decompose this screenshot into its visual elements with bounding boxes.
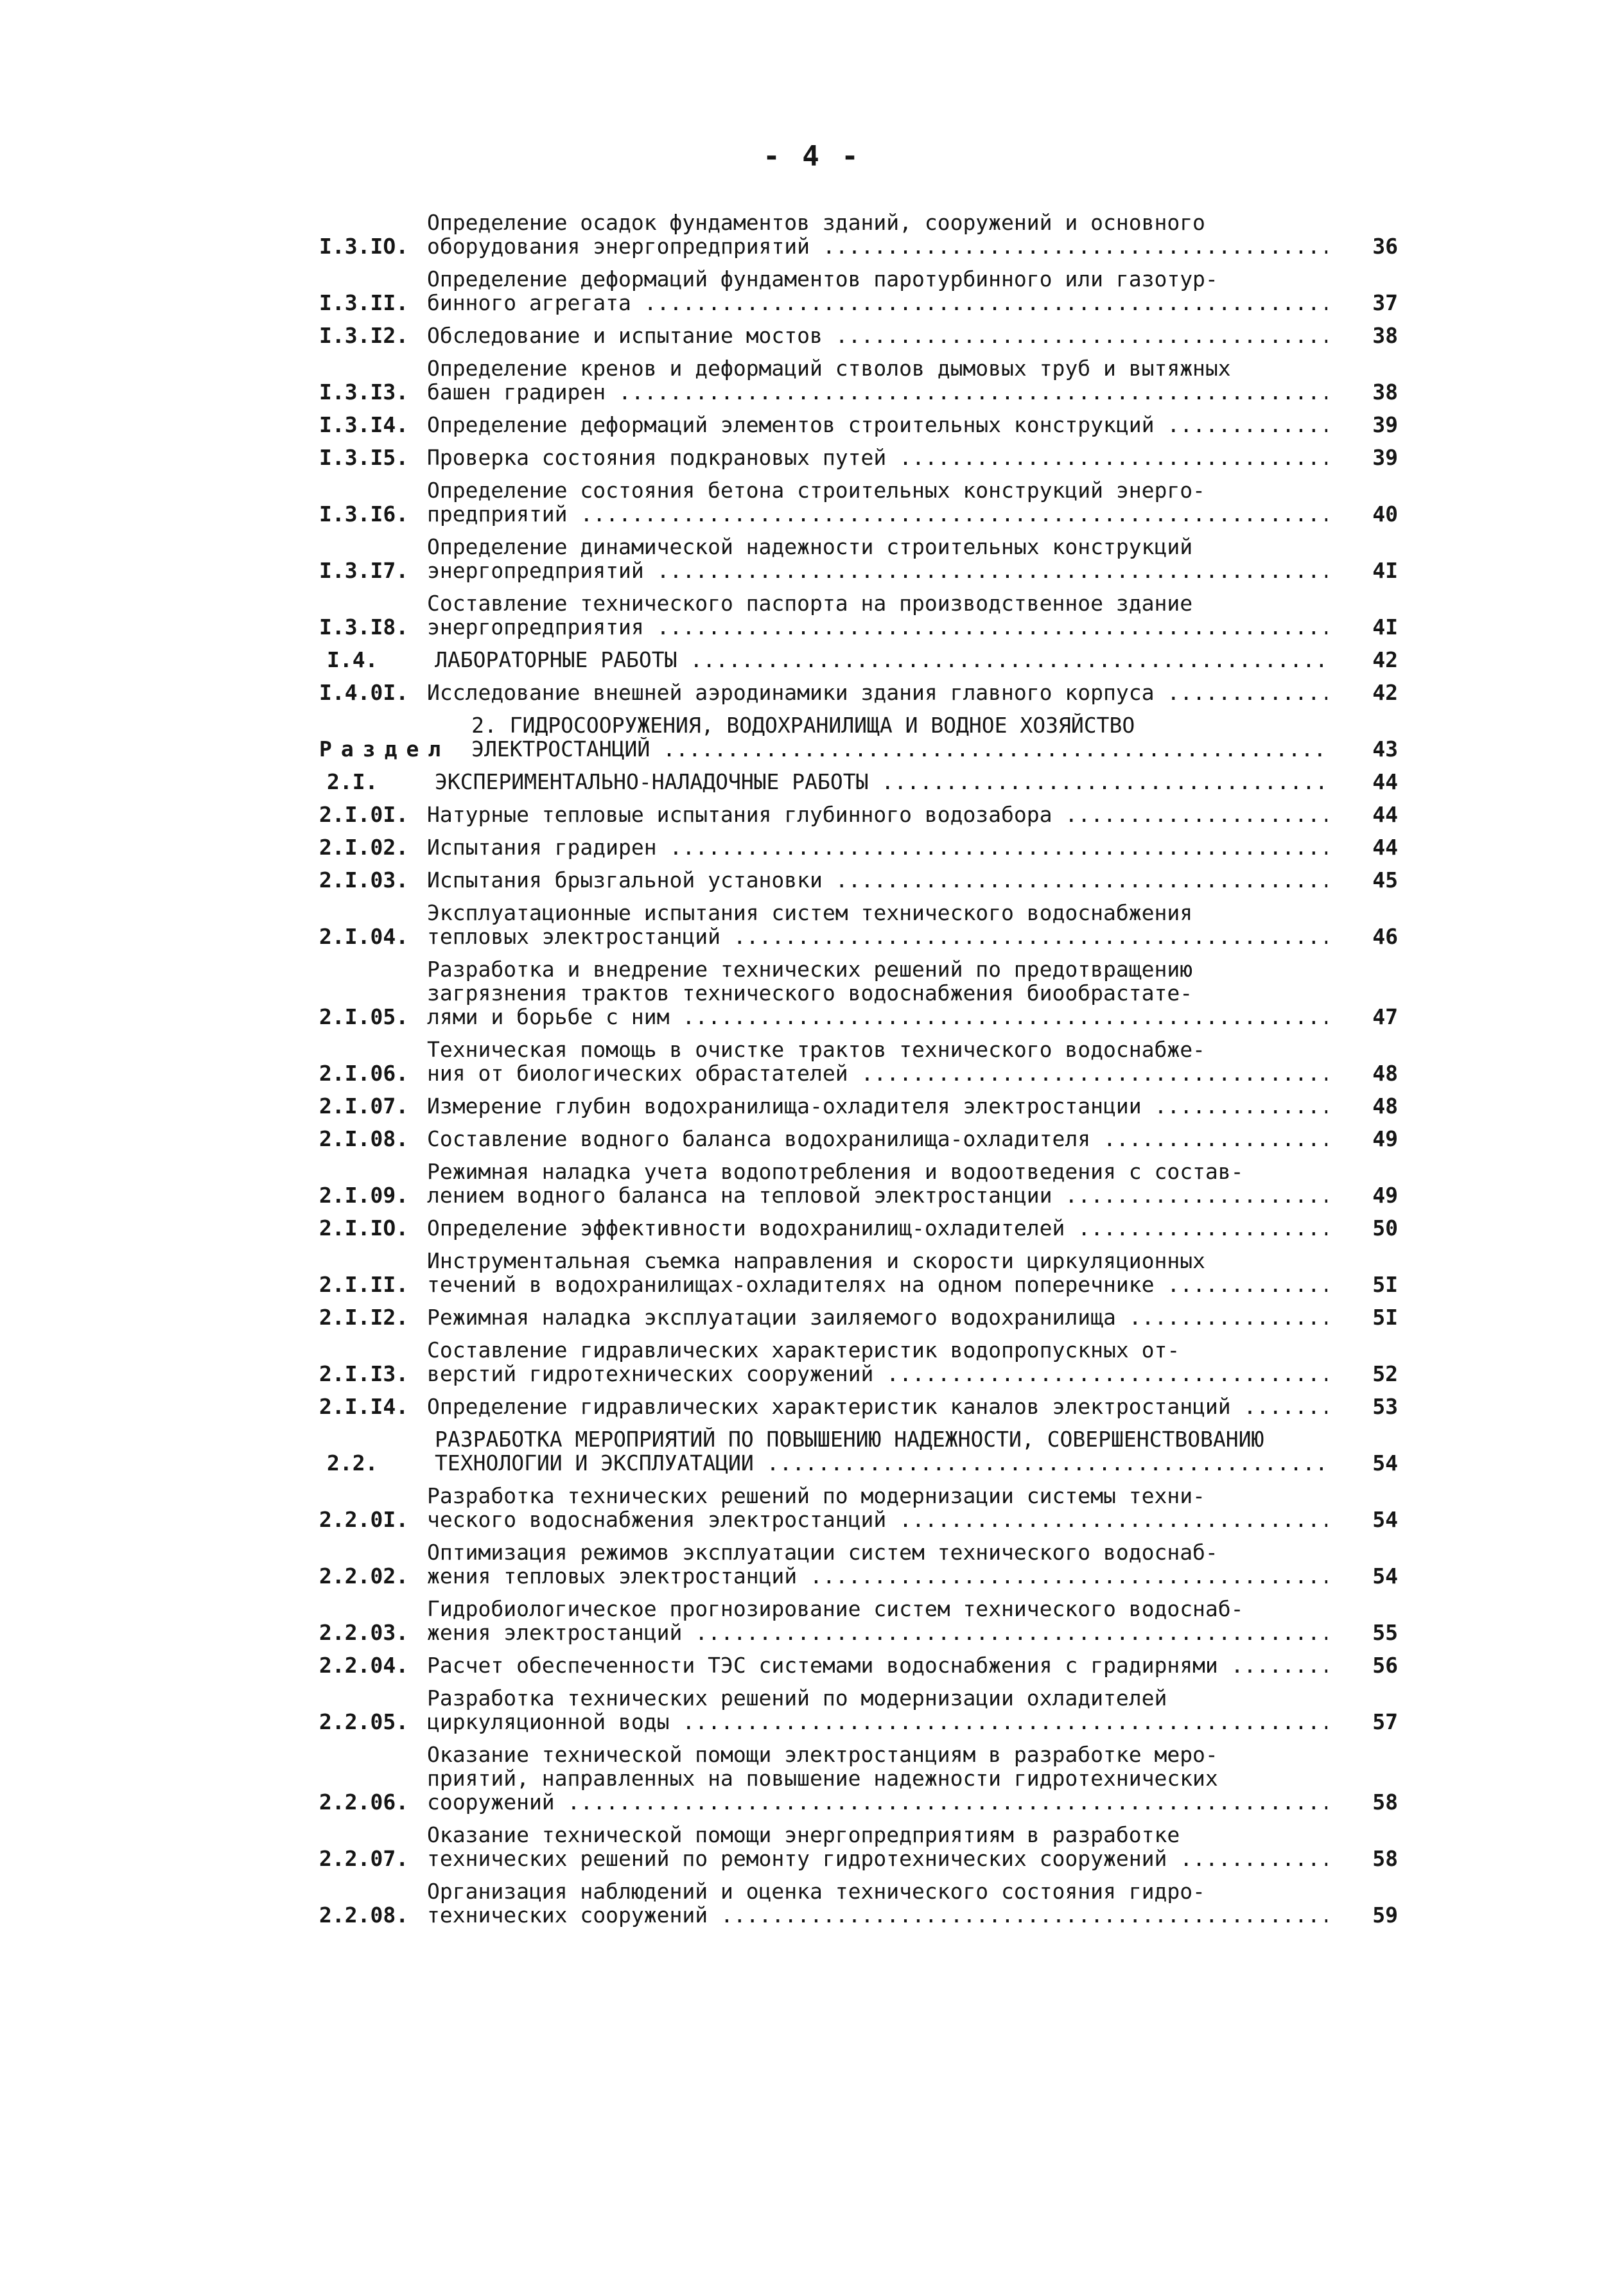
toc-entry-title-line: Расчет обеспеченности ТЭС системами водоснабжения с градирнями ..... xyxy=(427,1653,1327,1677)
toc-entry-title-line: бинного агрегата ..... xyxy=(427,291,1327,315)
toc-entry-number: 2.I.I3. xyxy=(319,1361,421,1386)
toc-entry-title-line: Определение состояния бетона строительных конструкций энерго- xyxy=(427,478,1205,502)
page-number: - 4 - xyxy=(763,140,861,173)
toc-entry-title xyxy=(427,835,1327,859)
toc-entry xyxy=(319,957,1398,1029)
toc-entry-number: I.3.I4. xyxy=(319,412,421,437)
toc-entry-page: 59 xyxy=(1372,1903,1398,1928)
toc-entry-page: 5I xyxy=(1372,1305,1398,1330)
toc-entry-number: 2.2.05. xyxy=(319,1709,421,1734)
toc-entry xyxy=(319,324,1398,347)
toc-entry-title-line: Натурные тепловые испытания глубинного водозабора ..... xyxy=(427,803,1327,826)
toc-entry-title-line: Организация наблюдений и оценка технического состояния гидро- xyxy=(427,1879,1205,1903)
toc-entry-number: 2.I. xyxy=(327,769,391,794)
toc-entry-title-line: Составление гидравлических характеристик водопропускных от- xyxy=(427,1338,1180,1362)
toc-entry xyxy=(319,803,1398,826)
toc-entry-number: I.3.IO. xyxy=(319,234,421,259)
toc-entry-title-line: тепловых электростанций ..... xyxy=(427,925,1327,948)
toc-entry-title-line: Измерение глубин водохранилища-охладителя электростанции ..... xyxy=(427,1094,1327,1118)
toc-entry-title-line: Составление водного баланса водохранилища-охладителя ..... xyxy=(427,1127,1327,1151)
toc-entry-title-line: жения электростанций ..... xyxy=(427,1621,1327,1644)
toc-entry xyxy=(319,1127,1398,1151)
toc-entry-page: 37 xyxy=(1372,290,1398,315)
toc-entry-number: 2.I.IO. xyxy=(319,1215,421,1241)
toc-entry-number: I.3.I8. xyxy=(319,614,421,640)
toc-entry-number: I.4. xyxy=(327,647,391,672)
table-of-contents xyxy=(319,211,1398,1936)
toc-entry-title xyxy=(427,356,1327,404)
toc-entry-title xyxy=(427,267,1327,315)
toc-entry-title xyxy=(427,1305,1327,1329)
toc-entry-title xyxy=(427,1338,1327,1386)
toc-entry-number: 2.I.05. xyxy=(319,1004,421,1029)
toc-entry-title xyxy=(427,868,1327,892)
toc-entry-title-line: жения тепловых электростанций ..... xyxy=(427,1564,1327,1588)
toc-entry-number: 2.2.08. xyxy=(319,1903,421,1928)
toc-entry-title-line: предприятий ..... xyxy=(427,502,1327,526)
toc-entry-number: 2.I.I4. xyxy=(319,1394,421,1419)
toc-entry-title-line: технических решений по ремонту гидротехнических сооружений ..... xyxy=(427,1847,1327,1870)
toc-entry-title-line: ЭЛЕКТРОСТАНЦИЙ ..... xyxy=(471,737,1327,761)
toc-entry-title xyxy=(427,1743,1327,1814)
toc-entry-number: 2.I.I2. xyxy=(319,1305,421,1330)
toc-entry-title-line: Разработка технических решений по модернизации системы техни- xyxy=(427,1484,1205,1508)
toc-entry xyxy=(319,1338,1398,1386)
toc-entry-title xyxy=(435,1427,1327,1475)
toc-entry-page: 5I xyxy=(1372,1272,1398,1297)
toc-entry-number: 2.2.04. xyxy=(319,1653,421,1678)
toc-entry-title-line: Проверка состояния подкрановых путей ..... xyxy=(427,446,1327,469)
toc-entry-title-line: Составление технического паспорта на производственное здание xyxy=(427,591,1193,615)
toc-entry-title-line: Инструментальная съемка направления и скорости циркуляционных xyxy=(427,1249,1205,1273)
toc-entry-title xyxy=(427,901,1327,948)
toc-entry-title-line: Эксплуатационные испытания систем технического водоснабжения xyxy=(427,901,1193,925)
toc-entry-title-line: Определение гидравлических характеристик каналов электростанций ..... xyxy=(427,1395,1327,1418)
toc-entry-page: 54 xyxy=(1372,1507,1398,1532)
toc-entry xyxy=(319,446,1398,469)
toc-entry-title-line: энергопредприятия ..... xyxy=(427,615,1327,639)
toc-entry-title xyxy=(427,1160,1327,1207)
toc-entry xyxy=(319,1540,1398,1588)
toc-entry-number: I.3.I6. xyxy=(319,501,421,527)
toc-entry-page: 46 xyxy=(1372,924,1398,949)
toc-entry xyxy=(319,681,1398,704)
toc-entry-title-line: приятий, направленных на повышение надежности гидротехнических xyxy=(427,1766,1218,1790)
toc-entry-title xyxy=(435,648,1327,672)
toc-entry-page: 54 xyxy=(1372,1563,1398,1589)
toc-entry-number: Раздел xyxy=(319,736,472,762)
toc-entry-title-line: Определение осадок фундаментов зданий, сооружений и основного xyxy=(427,211,1205,234)
toc-entry-page: 39 xyxy=(1372,412,1398,437)
toc-entry-number: 2.2.0I. xyxy=(319,1507,421,1532)
toc-entry-title-line: оборудования энергопредприятий ..... xyxy=(427,234,1327,258)
toc-entry-page: 49 xyxy=(1372,1126,1398,1151)
toc-entry-title-line: Режимная наладка учета водопотребления и водоотведения с состав- xyxy=(427,1160,1244,1183)
toc-entry xyxy=(319,770,1398,794)
toc-entry-title-line: сооружений ..... xyxy=(427,1790,1327,1814)
toc-entry xyxy=(319,1597,1398,1644)
toc-entry xyxy=(319,478,1398,526)
toc-entry-page: 58 xyxy=(1372,1790,1398,1815)
toc-entry-number: 2.I.07. xyxy=(319,1093,421,1119)
toc-entry-number: 2.I.02. xyxy=(319,835,421,860)
toc-entry-title-line: ТЕХНОЛОГИИ И ЭКСПЛУАТАЦИИ ..... xyxy=(435,1451,1327,1475)
toc-entry-title xyxy=(427,446,1327,469)
toc-entry-page: 44 xyxy=(1372,835,1398,860)
toc-entry-title-line: Определение эффективности водохранилищ-охладителей ..... xyxy=(427,1216,1327,1240)
toc-entry-number: 2.I.06. xyxy=(319,1061,421,1086)
toc-entry-title xyxy=(427,681,1327,704)
toc-entry-title-line: Исследование внешней аэродинамики здания главного корпуса ..... xyxy=(427,681,1327,704)
toc-entry xyxy=(319,356,1398,404)
toc-entry-title-line: Гидробиологическое прогнозирование систем технического водоснаб- xyxy=(427,1597,1244,1621)
toc-entry-title xyxy=(427,1249,1327,1296)
toc-entry-page: 44 xyxy=(1372,802,1398,827)
toc-entry-page: 40 xyxy=(1372,501,1398,527)
toc-entry-number: I.3.II. xyxy=(319,290,421,315)
toc-entry-title xyxy=(427,1879,1327,1927)
toc-entry-number: I.3.I5. xyxy=(319,445,421,470)
toc-entry-number: 2.I.08. xyxy=(319,1126,421,1151)
toc-entry-page: 44 xyxy=(1372,769,1398,794)
toc-entry-title xyxy=(435,770,1327,794)
toc-entry-number: 2.2.02. xyxy=(319,1563,421,1589)
toc-entry-title xyxy=(427,1686,1327,1734)
toc-entry-title xyxy=(427,1094,1327,1118)
toc-entry xyxy=(319,1484,1398,1531)
toc-entry-number: I.3.I2. xyxy=(319,323,421,348)
toc-entry-page: 53 xyxy=(1372,1394,1398,1419)
toc-entry xyxy=(319,413,1398,437)
toc-entry-number: 2.I.0I. xyxy=(319,802,421,827)
toc-entry-title-line: Определение деформаций фундаментов паротурбинного или газотур- xyxy=(427,267,1218,291)
toc-entry-number: 2.2.06. xyxy=(319,1790,421,1815)
toc-entry-title-line: циркуляционной воды ..... xyxy=(427,1710,1327,1734)
toc-entry-page: 38 xyxy=(1372,323,1398,348)
toc-entry xyxy=(319,835,1398,859)
toc-entry-title xyxy=(427,591,1327,639)
toc-entry-title-line: Оказание технической помощи электростанциям в разработке меро- xyxy=(427,1743,1218,1766)
toc-entry-title-line: Разработка технических решений по модернизации охладителей xyxy=(427,1686,1167,1710)
toc-entry-page: 4I xyxy=(1372,558,1398,583)
toc-entry-page: 45 xyxy=(1372,867,1398,893)
toc-entry-title-line: ческого водоснабжения электростанций ..... xyxy=(427,1508,1327,1531)
toc-entry-number: 2.2.07. xyxy=(319,1846,421,1871)
toc-entry-title-line: верстий гидротехнических сооружений ..... xyxy=(427,1362,1327,1386)
toc-entry-title-line: ния от биологических обрастателей ..... xyxy=(427,1061,1327,1085)
toc-entry-number: I.3.I7. xyxy=(319,558,421,583)
toc-entry-number: 2.I.04. xyxy=(319,924,421,949)
toc-entry xyxy=(319,1823,1398,1870)
toc-entry-title-line: РАЗРАБОТКА МЕРОПРИЯТИЙ ПО ПОВЫШЕНИЮ НАДЕЖНОСТИ, СОВЕРШЕНСТВОВАНИЮ xyxy=(435,1427,1264,1451)
toc-entry-title-line: Испытания градирен ..... xyxy=(427,835,1327,859)
toc-entry-title-line: Режимная наладка эксплуатации заиляемого водохранилища ..... xyxy=(427,1305,1327,1329)
toc-entry-title-line: Определение динамической надежности строительных конструкций xyxy=(427,535,1193,559)
toc-entry xyxy=(319,1305,1398,1329)
toc-entry-number: I.4.0I. xyxy=(319,680,421,705)
toc-entry-page: 58 xyxy=(1372,1846,1398,1871)
toc-entry-title xyxy=(427,1484,1327,1531)
toc-entry-title xyxy=(427,1653,1327,1677)
toc-entry-number: 2.I.II. xyxy=(319,1272,421,1297)
toc-entry-number: 2.2. xyxy=(327,1450,391,1476)
toc-entry-page: 52 xyxy=(1372,1361,1398,1386)
toc-entry-page: 42 xyxy=(1372,647,1398,672)
toc-entry-page: 57 xyxy=(1372,1709,1398,1734)
toc-entry-title xyxy=(427,1823,1327,1870)
toc-entry xyxy=(319,901,1398,948)
toc-entry xyxy=(319,591,1398,639)
toc-entry-number: I.3.I3. xyxy=(319,379,421,405)
toc-entry xyxy=(319,1395,1398,1418)
toc-entry xyxy=(319,1249,1398,1296)
toc-entry-title-line: Испытания брызгальной установки ..... xyxy=(427,868,1327,892)
toc-entry xyxy=(319,1160,1398,1207)
toc-entry-page: 43 xyxy=(1372,736,1398,762)
toc-entry-title-line: Техническая помощь в очистке трактов технического водоснабже- xyxy=(427,1038,1205,1061)
toc-entry-page: 4I xyxy=(1372,614,1398,640)
toc-entry-number: 2.2.03. xyxy=(319,1620,421,1645)
toc-entry-title-line: ЛАБОРАТОРНЫЕ РАБОТЫ ..... xyxy=(435,648,1327,672)
toc-entry-title xyxy=(427,803,1327,826)
toc-entry-page: 42 xyxy=(1372,680,1398,705)
toc-entry xyxy=(319,1038,1398,1085)
toc-entry-title-line: лями и борьбе с ним ..... xyxy=(427,1005,1327,1029)
toc-entry-page: 38 xyxy=(1372,379,1398,405)
toc-entry-title xyxy=(427,1395,1327,1418)
toc-entry-title xyxy=(427,957,1327,1029)
toc-entry-title-line: Оказание технической помощи энергопредприятиям в разработке xyxy=(427,1823,1180,1847)
toc-entry-title xyxy=(427,1540,1327,1588)
toc-entry-title xyxy=(427,211,1327,258)
toc-entry-page: 39 xyxy=(1372,445,1398,470)
toc-entry-title-line: 2. ГИДРОСООРУЖЕНИЯ, ВОДОХРАНИЛИЩА И ВОДНОЕ ХОЗЯЙСТВО xyxy=(471,713,1135,737)
toc-entry-title-line: энергопредприятий ..... xyxy=(427,559,1327,582)
toc-entry-title-line: Оптимизация режимов эксплуатации систем технического водоснаб- xyxy=(427,1540,1218,1564)
toc-entry-page: 48 xyxy=(1372,1093,1398,1119)
toc-entry-title-line: Определение деформаций элементов строительных конструкций ..... xyxy=(427,413,1327,437)
toc-entry-title-line: Разработка и внедрение технических решений по предотвращению xyxy=(427,957,1193,981)
toc-entry xyxy=(319,1216,1398,1240)
toc-entry-page: 50 xyxy=(1372,1215,1398,1241)
toc-entry-title xyxy=(427,1038,1327,1085)
toc-entry xyxy=(319,1743,1398,1814)
toc-entry-title xyxy=(427,324,1327,347)
toc-entry-title-line: Обследование и испытание мостов ..... xyxy=(427,324,1327,347)
toc-entry-title xyxy=(427,1216,1327,1240)
toc-entry xyxy=(319,1427,1398,1475)
toc-entry xyxy=(319,868,1398,892)
toc-entry-title-line: лением водного баланса на тепловой электростанции ..... xyxy=(427,1183,1327,1207)
toc-entry-page: 47 xyxy=(1372,1004,1398,1029)
toc-entry-page: 55 xyxy=(1372,1620,1398,1645)
toc-entry-title xyxy=(427,1597,1327,1644)
toc-entry-page: 36 xyxy=(1372,234,1398,259)
toc-entry-title xyxy=(427,535,1327,582)
toc-entry xyxy=(319,535,1398,582)
toc-entry-title-line: ЭКСПЕРИМЕНТАЛЬНО-НАЛАДОЧНЫЕ РАБОТЫ ..... xyxy=(435,770,1327,794)
toc-entry-title-line: башен градирен ..... xyxy=(427,380,1327,404)
toc-entry xyxy=(319,648,1398,672)
toc-entry-title-line: технических сооружений ..... xyxy=(427,1903,1327,1927)
toc-entry xyxy=(319,1879,1398,1927)
toc-entry xyxy=(319,1686,1398,1734)
toc-entry-title xyxy=(471,713,1327,761)
toc-entry-page: 56 xyxy=(1372,1653,1398,1678)
toc-entry xyxy=(319,713,1398,761)
toc-entry xyxy=(319,1653,1398,1677)
toc-entry-title-line: течений в водохранилищах-охладителях на одном поперечнике ..... xyxy=(427,1273,1327,1296)
toc-entry xyxy=(319,267,1398,315)
toc-entry-title xyxy=(427,413,1327,437)
toc-entry-page: 49 xyxy=(1372,1183,1398,1208)
toc-entry-number: 2.I.09. xyxy=(319,1183,421,1208)
toc-entry xyxy=(319,1094,1398,1118)
toc-entry-title xyxy=(427,478,1327,526)
toc-entry-page: 48 xyxy=(1372,1061,1398,1086)
toc-entry-title-line: загрязнения трактов технического водоснабжения биообрастате- xyxy=(427,981,1193,1005)
toc-entry-number: 2.I.03. xyxy=(319,867,421,893)
toc-entry-title xyxy=(427,1127,1327,1151)
toc-entry-title-line: Определение кренов и деформаций стволов дымовых труб и вытяжных xyxy=(427,356,1231,380)
toc-entry-page: 54 xyxy=(1372,1450,1398,1476)
toc-entry xyxy=(319,211,1398,258)
